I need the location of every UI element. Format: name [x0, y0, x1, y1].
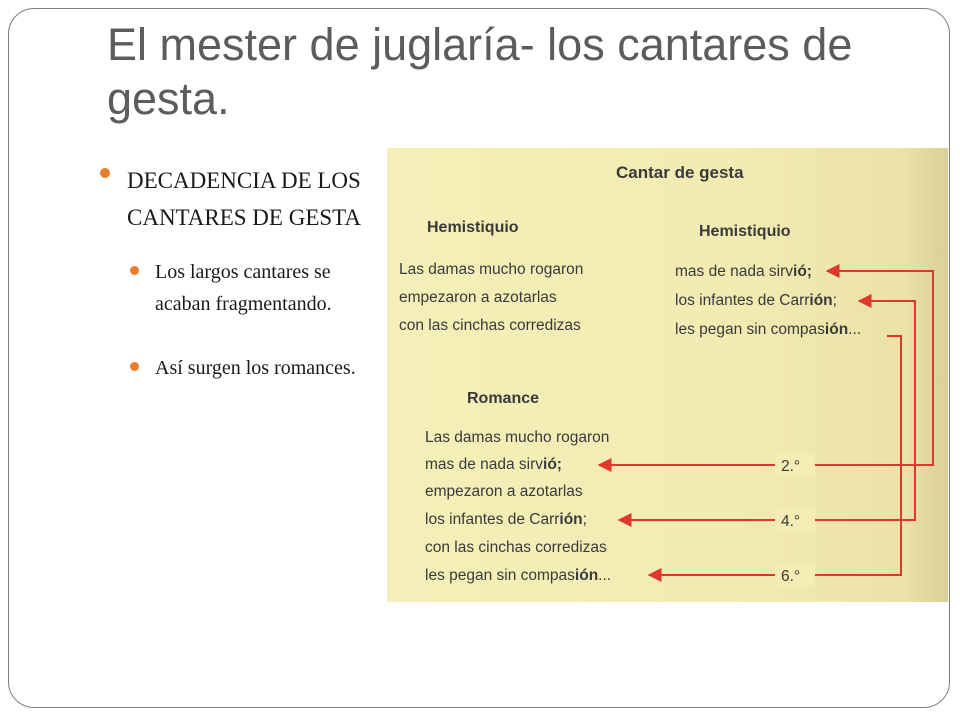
right-line-1: mas de nada sirvió; — [675, 263, 812, 280]
romance-line-3: empezaron a azotarlas — [425, 483, 583, 500]
left-line-3: con las cinchas corredizas — [399, 317, 581, 334]
right-line-3: les pegan sin compasión... — [675, 321, 862, 338]
bullet-main: DECADENCIA DE LOS CANTARES DE GESTA — [100, 162, 380, 236]
slide-title: El mester de juglaría- los cantares de gesta. — [107, 19, 853, 124]
cantar-de-gesta-figure — [387, 148, 948, 602]
verse-marker-4 — [775, 508, 815, 532]
right-column-header: Hemistiquio — [699, 223, 791, 240]
romance-line-5: con las cinchas corredizas — [425, 539, 607, 556]
verse-marker-6 — [775, 563, 815, 587]
svg-text:2.°: 2.° — [781, 458, 801, 475]
svg-text:4.°: 4.° — [781, 513, 801, 530]
romance-header: Romance — [467, 390, 540, 407]
verse-marker-2 — [775, 453, 815, 477]
romance-line-6: les pegan sin compasión... — [425, 567, 612, 584]
romance-line-2: mas de nada sirvió; — [425, 456, 562, 473]
romance-line-4: los infantes de Carrión; — [425, 511, 587, 528]
left-column-header: Hemistiquio — [427, 219, 519, 236]
bullet-sub-2: Así surgen los romances. — [130, 352, 380, 384]
svg-text:6.°: 6.° — [781, 568, 801, 585]
left-line-2: empezaron a azotarlas — [399, 289, 557, 306]
figure-svg — [387, 148, 948, 602]
arrow-paths — [599, 271, 933, 575]
figure-heading: Cantar de gesta — [616, 163, 744, 182]
left-line-1: Las damas mucho rogaron — [399, 261, 584, 278]
romance-line-1: Las damas mucho rogaron — [425, 429, 610, 446]
bullet-list — [100, 162, 380, 384]
right-line-2: los infantes de Carrión; — [675, 292, 837, 309]
bullet-sub-1: Los largos cantares se acaban fragmentando. — [130, 256, 380, 320]
